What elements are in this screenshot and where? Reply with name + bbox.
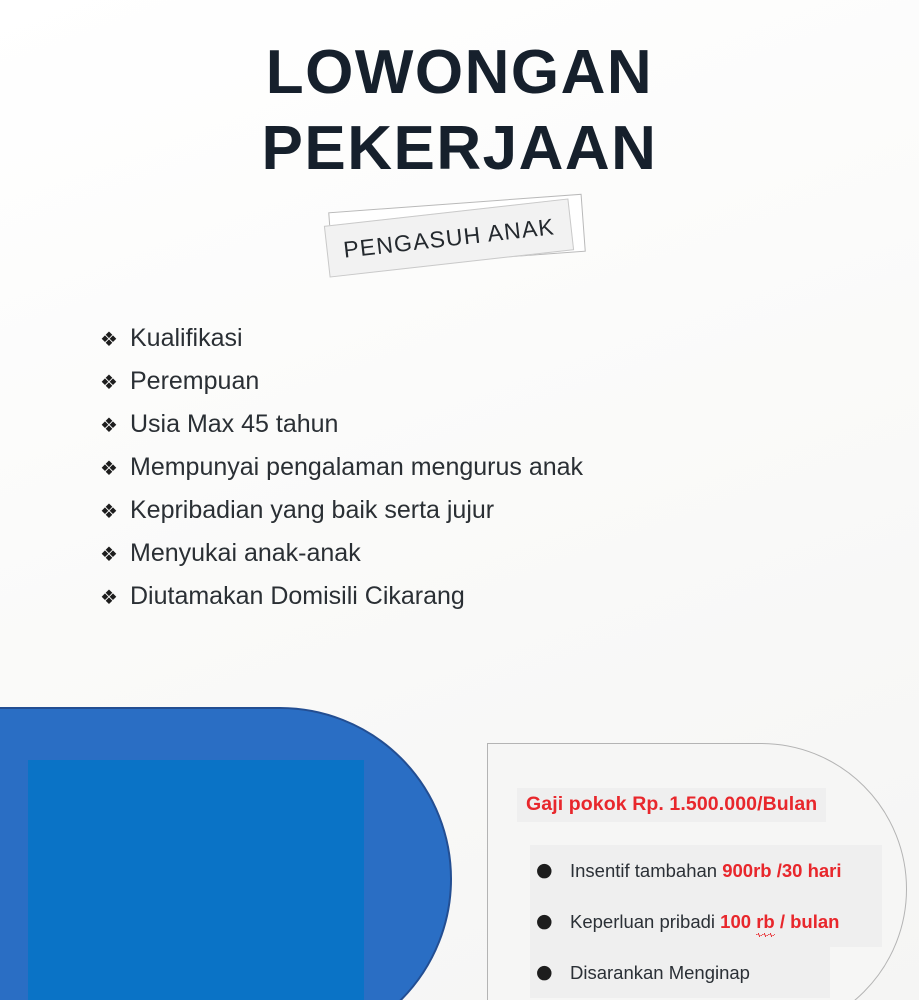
list-item [100,322,740,355]
qualification-text: Perempuan [130,367,260,395]
salary-benefits-list [530,845,910,998]
diamond-bullet-icon: ❖ [100,585,118,609]
poster-title [0,34,919,188]
subtitle-label-group [326,203,588,269]
salary-heading-highlight [517,788,826,822]
list-item [100,537,740,570]
blue-inner-rectangle-decoration [28,760,364,1000]
list-item [530,947,830,998]
benefit-text: Disarankan Menginap [570,961,750,983]
benefit-text [570,911,839,933]
round-bullet-icon: ● [536,910,553,932]
list-item [100,494,740,527]
round-bullet-icon: ● [536,961,553,983]
qualification-text: Menyukai anak-anak [130,539,361,567]
qualification-text: Mempunyai pengalaman mengurus anak [130,453,584,481]
salary-panel [487,743,905,1000]
benefit-prefix: Keperluan pribadi [570,910,721,932]
list-item [530,845,882,896]
benefit-text [570,860,842,882]
title-line-2: PEKERJAAN [261,114,658,183]
diamond-bullet-icon: ❖ [100,499,118,523]
list-item [100,365,740,398]
diamond-bullet-icon: ❖ [100,456,118,480]
qualification-text: Kepribadian yang baik serta jujur [130,496,495,524]
spellcheck-underlined-word: rb [756,910,775,932]
qualification-text: Diutamakan Domisili Cikarang [130,582,465,610]
list-item [530,896,882,947]
subtitle-text: PENGASUH ANAK [341,212,556,263]
salary-heading-text: Gaji pokok Rp. 1.500.000/Bulan [526,793,818,815]
benefit-prefix: Insentif tambahan [570,859,723,881]
benefit-accent: 100 [720,910,757,932]
benefit-accent: 900rb /30 hari [722,859,842,881]
list-item [100,408,740,441]
diamond-bullet-icon: ❖ [100,327,118,351]
title-line-1: LOWONGAN [265,38,654,107]
qualification-text: Kualifikasi [130,324,243,352]
qualification-text: Usia Max 45 tahun [130,410,339,438]
diamond-bullet-icon: ❖ [100,542,118,566]
diamond-bullet-icon: ❖ [100,413,118,437]
list-item [100,580,740,613]
qualifications-list [100,322,740,623]
list-item [100,451,740,484]
benefit-suffix: / bulan [774,910,840,932]
diamond-bullet-icon: ❖ [100,370,118,394]
round-bullet-icon: ● [536,859,553,881]
